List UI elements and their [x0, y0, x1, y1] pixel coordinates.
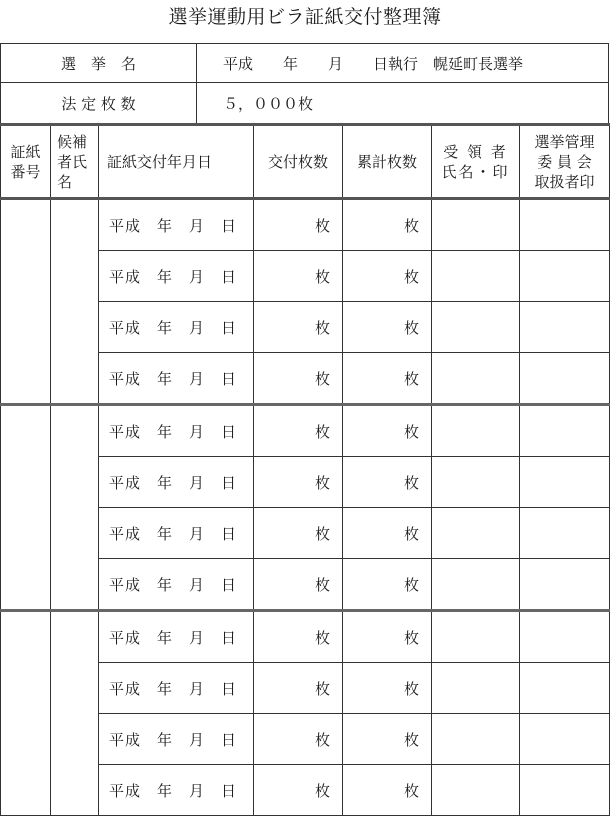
col-header-candidate-line2: 者氏 [57, 152, 88, 171]
manager-seal-cell[interactable] [520, 405, 610, 457]
legal-count-label: 法 定 枚 数 [1, 83, 197, 123]
col-header-cumulative-count: 累計枚数 [343, 125, 432, 199]
issue-date-cell[interactable]: 平成 年 月 日 [99, 302, 254, 353]
candidate-name-cell[interactable] [51, 405, 99, 611]
manager-seal-cell[interactable] [520, 353, 610, 405]
cumulative-count-cell[interactable]: 枚 [343, 199, 432, 251]
col-header-manager-line2: 委 員 会 [537, 152, 592, 171]
manager-seal-cell[interactable] [520, 508, 610, 559]
legal-count-row [0, 82, 609, 123]
col-header-recipient-line2: 氏名・印 [441, 162, 510, 181]
candidate-name-cell[interactable] [51, 611, 99, 816]
cumulative-count-cell[interactable]: 枚 [343, 302, 432, 353]
issued-count-cell[interactable]: 枚 [254, 457, 343, 508]
recipient-seal-cell[interactable] [432, 457, 520, 508]
col-header-manager-line1: 選挙管理 [534, 132, 595, 151]
cumulative-count-cell[interactable]: 枚 [343, 714, 432, 765]
recipient-seal-cell[interactable] [432, 353, 520, 405]
recipient-seal-cell[interactable] [432, 508, 520, 559]
cumulative-count-cell[interactable]: 枚 [343, 457, 432, 508]
issue-date-cell[interactable]: 平成 年 月 日 [99, 353, 254, 405]
col-header-candidate-line1: 候補 [57, 132, 88, 151]
issue-date-cell[interactable]: 平成 年 月 日 [99, 251, 254, 302]
issued-count-cell[interactable]: 枚 [254, 611, 343, 663]
col-header-candidate [51, 125, 99, 199]
recipient-seal-cell[interactable] [432, 405, 520, 457]
manager-seal-cell[interactable] [520, 559, 610, 611]
issue-date-cell[interactable]: 平成 年 月 日 [99, 457, 254, 508]
cumulative-count-cell[interactable]: 枚 [343, 405, 432, 457]
election-name-label: 選 挙 名 [1, 44, 197, 82]
issued-count-cell[interactable]: 枚 [254, 765, 343, 816]
candidate-name-cell[interactable] [51, 199, 99, 405]
issue-date-cell[interactable]: 平成 年 月 日 [99, 663, 254, 714]
recipient-seal-cell[interactable] [432, 765, 520, 816]
cumulative-count-cell[interactable]: 枚 [343, 663, 432, 714]
issue-date-cell[interactable]: 平成 年 月 日 [99, 765, 254, 816]
issued-count-cell[interactable]: 枚 [254, 663, 343, 714]
issued-count-cell[interactable]: 枚 [254, 405, 343, 457]
col-header-recipient-line1: 受 領 者 [443, 142, 508, 161]
election-name-value[interactable]: 平成 年 月 日執行 幌延町長選挙 [223, 54, 524, 73]
issue-date-cell[interactable]: 平成 年 月 日 [99, 611, 254, 663]
manager-seal-cell[interactable] [520, 663, 610, 714]
manager-seal-cell[interactable] [520, 251, 610, 302]
cumulative-count-cell[interactable]: 枚 [343, 508, 432, 559]
manager-seal-cell[interactable] [520, 714, 610, 765]
cumulative-count-cell[interactable]: 枚 [343, 765, 432, 816]
col-header-issue-date: 証紙交付年月日 [99, 125, 254, 199]
document-title: 選挙運動用ビラ証紙交付整理簿 [168, 6, 442, 28]
issue-date-cell[interactable]: 平成 年 月 日 [99, 508, 254, 559]
issued-count-cell[interactable]: 枚 [254, 714, 343, 765]
stamp-number-cell[interactable] [1, 405, 51, 611]
issued-count-cell[interactable]: 枚 [254, 559, 343, 611]
issued-count-cell[interactable]: 枚 [254, 508, 343, 559]
col-header-stamp-number [1, 125, 51, 199]
cumulative-count-cell[interactable]: 枚 [343, 611, 432, 663]
manager-seal-cell[interactable] [520, 765, 610, 816]
issued-count-cell[interactable]: 枚 [254, 302, 343, 353]
manager-seal-cell[interactable] [520, 611, 610, 663]
manager-seal-cell[interactable] [520, 302, 610, 353]
recipient-seal-cell[interactable] [432, 611, 520, 663]
col-header-issued-count: 交付枚数 [254, 125, 343, 199]
issued-count-cell[interactable]: 枚 [254, 251, 343, 302]
legal-count-value[interactable]: ５，０００枚 [223, 94, 314, 113]
issue-date-cell[interactable]: 平成 年 月 日 [99, 559, 254, 611]
recipient-seal-cell[interactable] [432, 302, 520, 353]
recipient-seal-cell[interactable] [432, 251, 520, 302]
col-header-stamp-number-line1: 証紙 [10, 142, 41, 161]
cumulative-count-cell[interactable]: 枚 [343, 559, 432, 611]
issued-count-cell[interactable]: 枚 [254, 353, 343, 405]
cumulative-count-cell[interactable]: 枚 [343, 353, 432, 405]
col-header-manager-line3: 取扱者印 [534, 172, 595, 191]
col-header-recipient [432, 125, 520, 199]
manager-seal-cell[interactable] [520, 199, 610, 251]
table-row [1, 611, 610, 663]
column-header-row [1, 125, 610, 199]
table-row [1, 199, 610, 251]
col-header-candidate-line3: 名 [57, 172, 73, 191]
col-header-manager [520, 125, 610, 199]
issue-date-cell[interactable]: 平成 年 月 日 [99, 199, 254, 251]
election-name-row [0, 43, 609, 82]
table-row [1, 405, 610, 457]
issue-date-cell[interactable]: 平成 年 月 日 [99, 405, 254, 457]
recipient-seal-cell[interactable] [432, 663, 520, 714]
col-header-stamp-number-line2: 番号 [10, 162, 41, 181]
stamp-number-cell[interactable] [1, 611, 51, 816]
stamp-number-cell[interactable] [1, 199, 51, 405]
recipient-seal-cell[interactable] [432, 714, 520, 765]
issue-date-cell[interactable]: 平成 年 月 日 [99, 714, 254, 765]
manager-seal-cell[interactable] [520, 457, 610, 508]
cumulative-count-cell[interactable]: 枚 [343, 251, 432, 302]
issued-count-cell[interactable]: 枚 [254, 199, 343, 251]
recipient-seal-cell[interactable] [432, 199, 520, 251]
issue-ledger-table [0, 123, 610, 816]
recipient-seal-cell[interactable] [432, 559, 520, 611]
ledger-sheet [0, 43, 609, 811]
